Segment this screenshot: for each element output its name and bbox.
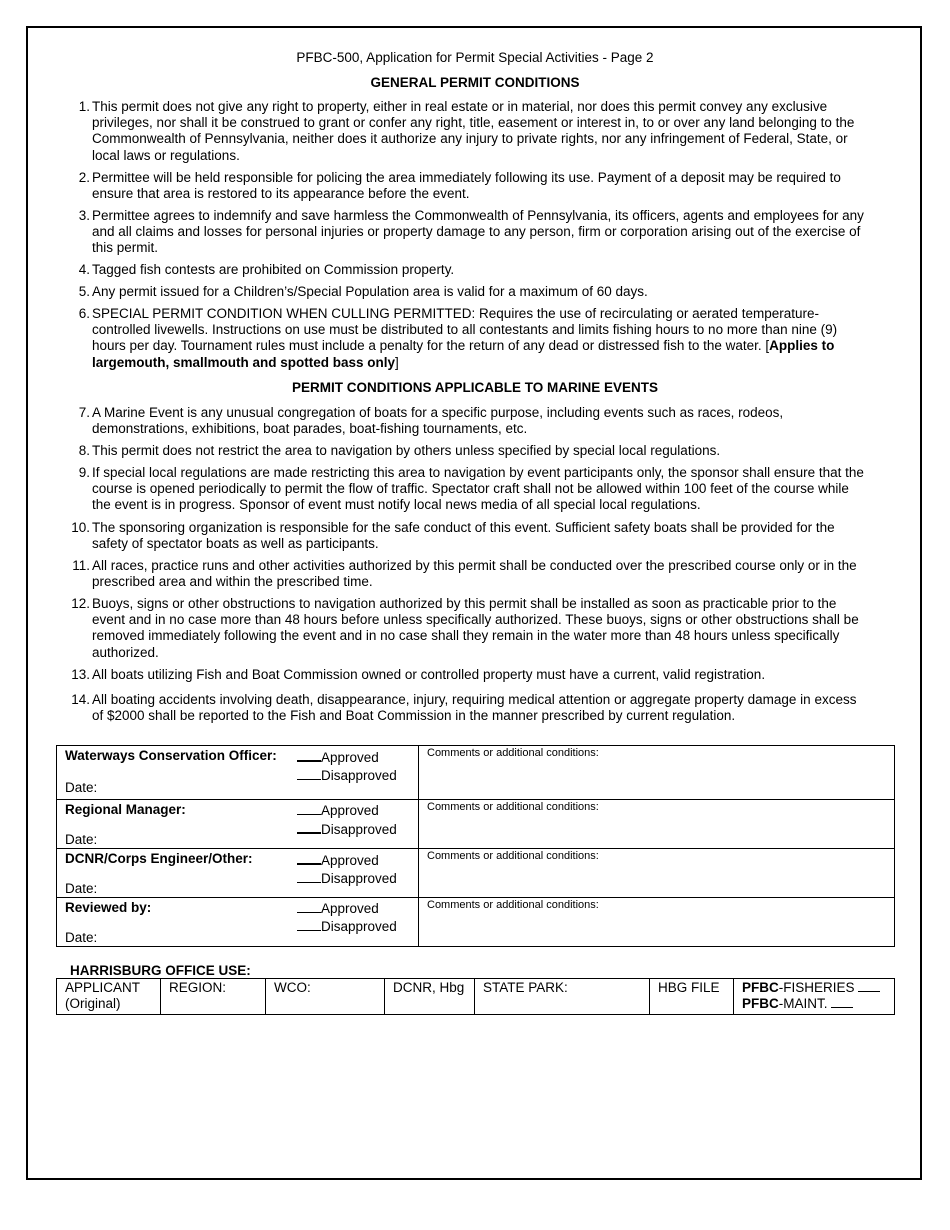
pfbc-cell[interactable]: PFBC-FISHERIES PFBC-MAINT. [734,979,895,1015]
approver-role: DCNR/Corps Engineer/Other: [65,851,253,866]
marine-conditions-title: PERMIT CONDITIONS APPLICABLE TO MARINE EVENTS [291,380,659,395]
approval-row-regional-manager [57,800,895,849]
disapproved-option[interactable]: Disapproved [297,820,397,839]
office-use-table [56,978,895,1015]
comments-field[interactable]: Comments or additional conditions: [419,849,895,898]
approved-option[interactable]: Approved [297,802,397,820]
date-field[interactable]: Date: [65,881,98,896]
approvals-table [56,745,895,947]
disapproved-option[interactable]: Disapproved [297,870,397,888]
date-field[interactable]: Date: [65,930,98,945]
comments-field[interactable]: Comments or additional conditions: [419,800,895,849]
approval-row-wco [57,746,895,800]
dcnr-cell[interactable]: DCNR, Hbg [385,979,475,1015]
comments-field[interactable]: Comments or additional conditions: [419,898,895,947]
date-field[interactable]: Date: [65,832,98,847]
hbg-file-cell[interactable]: HBG FILE [650,979,734,1015]
disapproved-option[interactable]: Disapproved [297,918,397,936]
applicant-cell: APPLICANT (Original) [57,979,161,1015]
approval-row-reviewed-by [57,898,895,947]
approval-row-dcnr [57,849,895,898]
date-field[interactable]: Date: [65,780,98,795]
approver-role: Waterways Conservation Officer: [65,748,277,763]
approved-option[interactable]: Approved [297,748,397,767]
comments-field[interactable]: Comments or additional conditions: [419,746,895,800]
wco-cell[interactable]: WCO: [266,979,385,1015]
page-header: PFBC-500, Application for Permit Special Activities - Page 2 [296,50,654,65]
state-park-cell[interactable]: STATE PARK: [475,979,650,1015]
disapproved-option[interactable]: Disapproved [297,767,397,785]
office-use-title: HARRISBURG OFFICE USE: [70,963,251,978]
approved-option[interactable]: Approved [297,900,397,918]
general-conditions-title: GENERAL PERMIT CONDITIONS [370,75,580,90]
approved-option[interactable]: Approved [297,851,397,870]
approver-role: Regional Manager: [65,802,186,817]
region-cell[interactable]: REGION: [161,979,266,1015]
approver-role: Reviewed by: [65,900,152,915]
